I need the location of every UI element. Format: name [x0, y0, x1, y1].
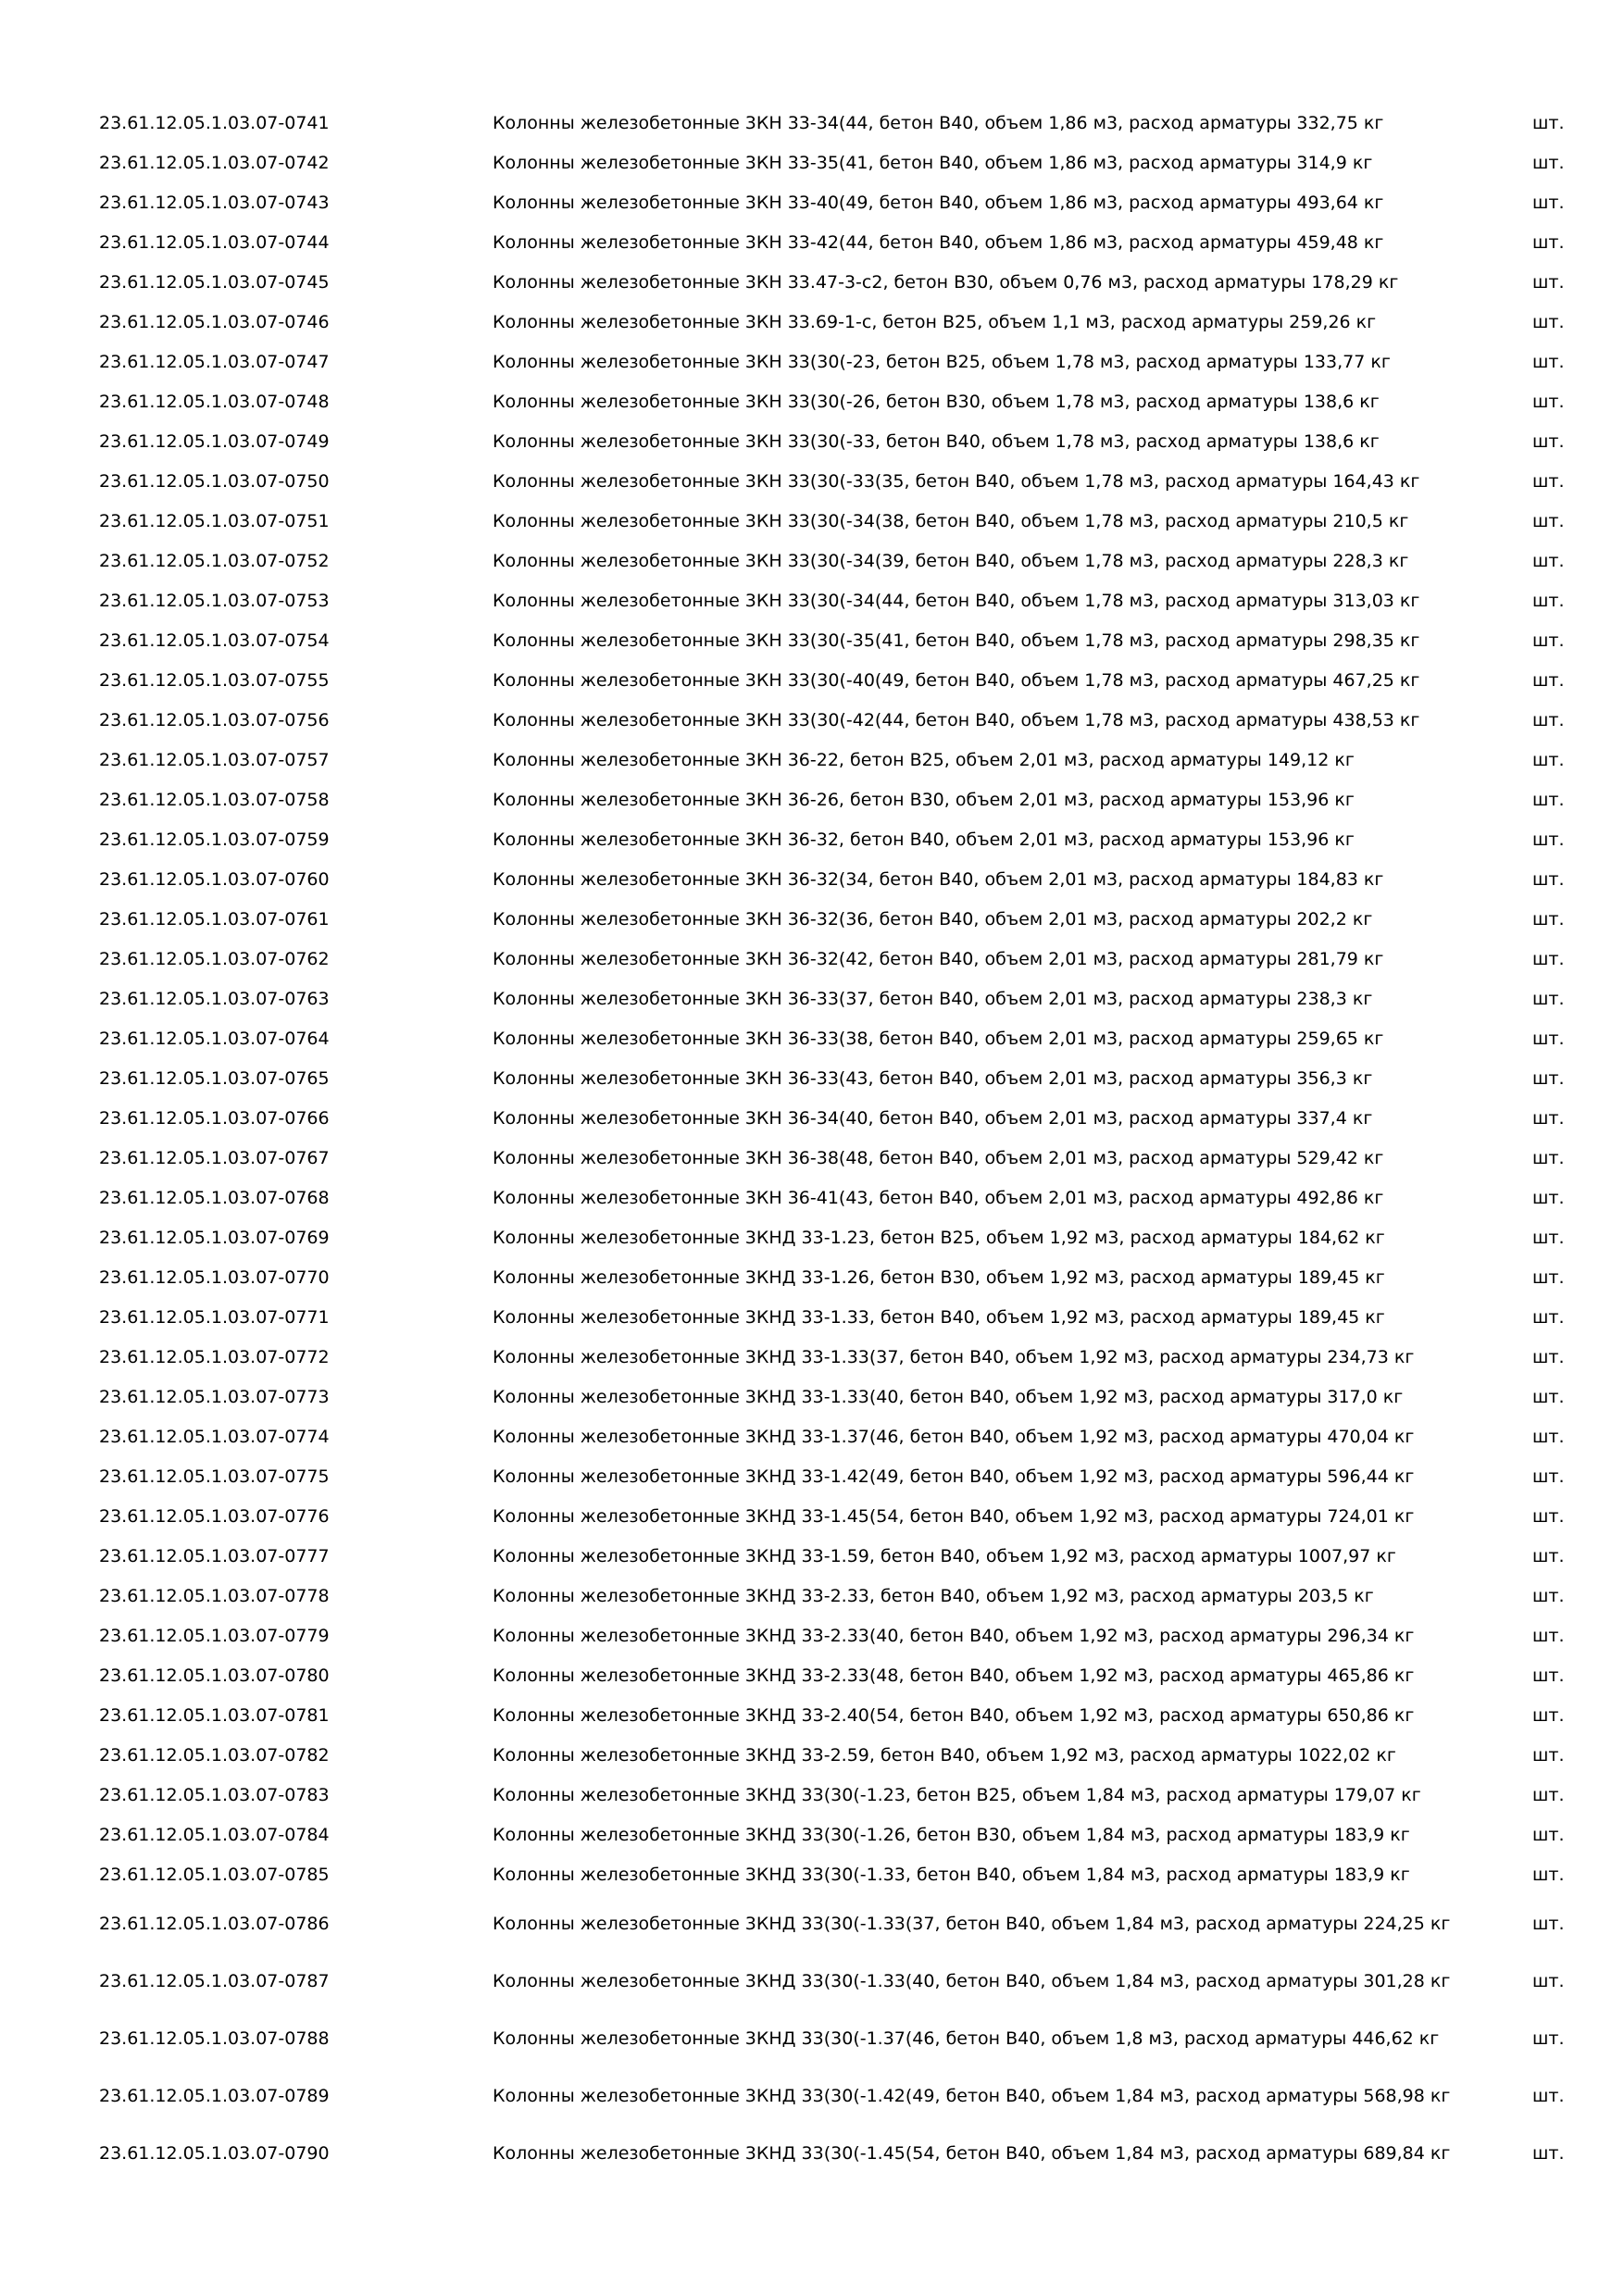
row-code: 23.61.12.05.1.03.07-0768 [99, 1188, 330, 1208]
row-unit: шт. [1532, 670, 1565, 691]
row-unit: шт. [1532, 790, 1565, 810]
row-unit: шт. [1532, 1188, 1565, 1208]
row-code: 23.61.12.05.1.03.07-0780 [99, 1666, 330, 1686]
row-code: 23.61.12.05.1.03.07-0750 [99, 471, 330, 492]
row-unit: шт. [1532, 1506, 1565, 1527]
row-code: 23.61.12.05.1.03.07-0786 [99, 1914, 330, 1934]
row-unit: шт. [1532, 392, 1565, 412]
row-code: 23.61.12.05.1.03.07-0741 [99, 113, 330, 133]
row-description: Колонны железобетонные 3КНД 33-1.33, бетон В40, объем 1,92 м3, расход арматуры 189,45 кг [493, 1307, 1385, 1328]
row-description: Колонны железобетонные 3КН 33(30(-35(41, бетон В40, объем 1,78 м3, расход арматуры 298,35 кг [493, 630, 1420, 651]
row-code: 23.61.12.05.1.03.07-0763 [99, 989, 330, 1009]
row-description: Колонны железобетонные 3КНД 33-1.33(40, бетон В40, объем 1,92 м3, расход арматуры 317,0 кг [493, 1387, 1404, 1407]
row-unit: шт. [1532, 1148, 1565, 1168]
row-unit: шт. [1532, 193, 1565, 213]
row-description: Колонны железобетонные 3КН 36-32(36, бетон В40, объем 2,01 м3, расход арматуры 202,2 кг [493, 909, 1373, 930]
table-row [0, 2125, 1624, 2182]
table-row [0, 661, 1624, 701]
row-unit: шт. [1532, 352, 1565, 372]
row-unit: шт. [1532, 1387, 1565, 1407]
table-row [0, 1953, 1624, 2010]
row-description: Колонны железобетонные 3КН 36-26, бетон В30, объем 2,01 м3, расход арматуры 153,96 кг [493, 790, 1355, 810]
row-unit: шт. [1532, 949, 1565, 969]
table-row [0, 223, 1624, 263]
row-code: 23.61.12.05.1.03.07-0759 [99, 830, 330, 850]
row-description: Колонны железобетонные 3КНД 33-1.23, бетон В25, объем 1,92 м3, расход арматуры 184,62 кг [493, 1228, 1385, 1248]
row-unit: шт. [1532, 591, 1565, 611]
table-row [0, 621, 1624, 661]
row-description: Колонны железобетонные 3КН 36-38(48, бетон В40, объем 2,01 м3, расход арматуры 529,42 кг [493, 1148, 1384, 1168]
table-row [0, 1179, 1624, 1218]
row-code: 23.61.12.05.1.03.07-0779 [99, 1626, 330, 1646]
row-unit: шт. [1532, 232, 1565, 253]
row-code: 23.61.12.05.1.03.07-0772 [99, 1347, 330, 1367]
table-row [0, 900, 1624, 940]
row-description: Колонны железобетонные 3КНД 33-1.33(37, бетон В40, объем 1,92 м3, расход арматуры 234,73 кг [493, 1347, 1415, 1367]
row-description: Колонны железобетонные 3КН 36-22, бетон В25, объем 2,01 м3, расход арматуры 149,12 кг [493, 750, 1355, 770]
row-description: Колонны железобетонные 3КНД 33-1.59, бетон В40, объем 1,92 м3, расход арматуры 1007,97 кг [493, 1546, 1396, 1566]
table-row [0, 542, 1624, 581]
table-row [0, 1855, 1624, 1895]
row-unit: шт. [1532, 1108, 1565, 1129]
row-unit: шт. [1532, 1745, 1565, 1766]
row-unit: шт. [1532, 1546, 1565, 1566]
row-description: Колонны железобетонные 3КНД 33(30(-1.37(46, бетон В40, объем 1,8 м3, расход арматуры 446,62 кг [493, 2028, 1440, 2049]
row-code: 23.61.12.05.1.03.07-0753 [99, 591, 330, 611]
table-row [0, 303, 1624, 343]
row-description: Колонны железобетонные 3КНД 33-1.45(54, бетон В40, объем 1,92 м3, расход арматуры 724,01 кг [493, 1506, 1415, 1527]
row-description: Колонны железобетонные 3КНД 33(30(-1.33, бетон В40, объем 1,84 м3, расход арматуры 183,9 кг [493, 1865, 1410, 1885]
row-unit: шт. [1532, 1068, 1565, 1089]
row-unit: шт. [1532, 710, 1565, 730]
table-row [0, 1497, 1624, 1537]
row-description: Колонны железобетонные 3КН 33(30(-33(35, бетон В40, объем 1,78 м3, расход арматуры 164,43 кг [493, 471, 1420, 492]
row-code: 23.61.12.05.1.03.07-0742 [99, 153, 330, 173]
row-description: Колонны железобетонные 3КНД 33(30(-1.45(54, бетон В40, объем 1,84 м3, расход арматуры 689,84 кг [493, 2143, 1451, 2164]
row-description: Колонны железобетонные 3КН 33(30(-40(49, бетон В40, объем 1,78 м3, расход арматуры 467,25 кг [493, 670, 1420, 691]
table-row [0, 1298, 1624, 1338]
table-row [0, 1736, 1624, 1776]
row-description: Колонны железобетонные 3КН 36-34(40, бетон В40, объем 2,01 м3, расход арматуры 337,4 кг [493, 1108, 1373, 1129]
row-unit: шт. [1532, 989, 1565, 1009]
row-code: 23.61.12.05.1.03.07-0748 [99, 392, 330, 412]
row-code: 23.61.12.05.1.03.07-0744 [99, 232, 330, 253]
row-code: 23.61.12.05.1.03.07-0787 [99, 1971, 330, 1991]
row-unit: шт. [1532, 1865, 1565, 1885]
table-row [0, 422, 1624, 462]
row-code: 23.61.12.05.1.03.07-0790 [99, 2143, 330, 2164]
row-description: Колонны железобетонные 3КНД 33-2.40(54, бетон В40, объем 1,92 м3, расход арматуры 650,86 кг [493, 1705, 1415, 1726]
row-code: 23.61.12.05.1.03.07-0754 [99, 630, 330, 651]
row-description: Колонны железобетонные 3КН 33-34(44, бетон В40, объем 1,86 м3, расход арматуры 332,75 кг [493, 113, 1384, 133]
table-row [0, 343, 1624, 382]
row-code: 23.61.12.05.1.03.07-0773 [99, 1387, 330, 1407]
row-code: 23.61.12.05.1.03.07-0755 [99, 670, 330, 691]
row-unit: шт. [1532, 2086, 1565, 2106]
table-row [0, 382, 1624, 422]
row-description: Колонны железобетонные 3КН 36-33(38, бетон В40, объем 2,01 м3, расход арматуры 259,65 кг [493, 1029, 1384, 1049]
row-code: 23.61.12.05.1.03.07-0749 [99, 431, 330, 452]
row-description: Колонны железобетонные 3КН 33-40(49, бетон В40, объем 1,86 м3, расход арматуры 493,64 кг [493, 193, 1384, 213]
row-description: Колонны железобетонные 3КН 36-33(43, бетон В40, объем 2,01 м3, расход арматуры 356,3 кг [493, 1068, 1373, 1089]
table-row [0, 1816, 1624, 1855]
table-row [0, 144, 1624, 183]
row-code: 23.61.12.05.1.03.07-0770 [99, 1267, 330, 1288]
row-code: 23.61.12.05.1.03.07-0743 [99, 193, 330, 213]
table-row [0, 1696, 1624, 1736]
table-row [0, 104, 1624, 144]
row-description: Колонны железобетонные 3КН 33(30(-26, бетон В30, объем 1,78 м3, расход арматуры 138,6 кг [493, 392, 1380, 412]
row-code: 23.61.12.05.1.03.07-0756 [99, 710, 330, 730]
row-unit: шт. [1532, 1785, 1565, 1805]
row-code: 23.61.12.05.1.03.07-0788 [99, 2028, 330, 2049]
row-unit: шт. [1532, 1427, 1565, 1447]
table-row [0, 1139, 1624, 1179]
row-description: Колонны железобетонные 3КН 36-41(43, бетон В40, объем 2,01 м3, расход арматуры 492,86 кг [493, 1188, 1384, 1208]
row-description: Колонны железобетонные 3КНД 33(30(-1.33(40, бетон В40, объем 1,84 м3, расход арматуры 301,28 кг [493, 1971, 1451, 1991]
row-description: Колонны железобетонные 3КН 33(30(-42(44, бетон В40, объем 1,78 м3, расход арматуры 438,53 кг [493, 710, 1420, 730]
row-description: Колонны железобетонные 3КНД 33-2.33(40, бетон В40, объем 1,92 м3, расход арматуры 296,34 кг [493, 1626, 1415, 1646]
row-code: 23.61.12.05.1.03.07-0762 [99, 949, 330, 969]
row-code: 23.61.12.05.1.03.07-0769 [99, 1228, 330, 1248]
row-code: 23.61.12.05.1.03.07-0760 [99, 869, 330, 890]
table-row [0, 1577, 1624, 1616]
table-row [0, 1776, 1624, 1816]
row-unit: шт. [1532, 1029, 1565, 1049]
row-description: Колонны железобетонные 3КН 33-35(41, бетон В40, объем 1,86 м3, расход арматуры 314,9 кг [493, 153, 1373, 173]
row-code: 23.61.12.05.1.03.07-0764 [99, 1029, 330, 1049]
row-unit: шт. [1532, 750, 1565, 770]
row-unit: шт. [1532, 113, 1565, 133]
row-description: Колонны железобетонные 3КН 33(30(-34(39, бетон В40, объем 1,78 м3, расход арматуры 228,3 кг [493, 551, 1409, 571]
row-unit: шт. [1532, 1666, 1565, 1686]
row-unit: шт. [1532, 511, 1565, 531]
table-row [0, 1616, 1624, 1656]
row-unit: шт. [1532, 2028, 1565, 2049]
row-unit: шт. [1532, 869, 1565, 890]
row-unit: шт. [1532, 630, 1565, 651]
row-unit: шт. [1532, 551, 1565, 571]
row-unit: шт. [1532, 1307, 1565, 1328]
row-description: Колонны железобетонные 3КН 33(30(-34(38, бетон В40, объем 1,78 м3, расход арматуры 210,5 кг [493, 511, 1409, 531]
row-code: 23.61.12.05.1.03.07-0781 [99, 1705, 330, 1726]
row-unit: шт. [1532, 1466, 1565, 1487]
table-row [0, 1537, 1624, 1577]
row-unit: шт. [1532, 1825, 1565, 1845]
table-row [0, 701, 1624, 741]
row-code: 23.61.12.05.1.03.07-0771 [99, 1307, 330, 1328]
table-row [0, 1417, 1624, 1457]
row-description: Колонны железобетонные 3КНД 33(30(-1.23, бетон В25, объем 1,84 м3, расход арматуры 179,07 кг [493, 1785, 1421, 1805]
row-description: Колонны железобетонные 3КН 36-33(37, бетон В40, объем 2,01 м3, расход арматуры 238,3 кг [493, 989, 1373, 1009]
table-row [0, 780, 1624, 820]
row-code: 23.61.12.05.1.03.07-0765 [99, 1068, 330, 1089]
row-code: 23.61.12.05.1.03.07-0751 [99, 511, 330, 531]
table-row [0, 1338, 1624, 1378]
row-code: 23.61.12.05.1.03.07-0777 [99, 1546, 330, 1566]
table-row [0, 2010, 1624, 2067]
row-unit: шт. [1532, 272, 1565, 293]
row-description: Колонны железобетонные 3КН 36-32, бетон В40, объем 2,01 м3, расход арматуры 153,96 кг [493, 830, 1355, 850]
row-unit: шт. [1532, 1228, 1565, 1248]
row-code: 23.61.12.05.1.03.07-0775 [99, 1466, 330, 1487]
row-unit: шт. [1532, 1971, 1565, 1991]
table-row [0, 2067, 1624, 2125]
row-code: 23.61.12.05.1.03.07-0783 [99, 1785, 330, 1805]
row-code: 23.61.12.05.1.03.07-0782 [99, 1745, 330, 1766]
row-unit: шт. [1532, 1347, 1565, 1367]
row-description: Колонны железобетонные 3КНД 33(30(-1.26, бетон В30, объем 1,84 м3, расход арматуры 183,9 кг [493, 1825, 1410, 1845]
table-row [0, 581, 1624, 621]
row-code: 23.61.12.05.1.03.07-0767 [99, 1148, 330, 1168]
row-description: Колонны железобетонные 3КНД 33-1.42(49, бетон В40, объем 1,92 м3, расход арматуры 596,44 кг [493, 1466, 1415, 1487]
row-unit: шт. [1532, 1626, 1565, 1646]
table-row [0, 940, 1624, 980]
row-description: Колонны железобетонные 3КН 33-42(44, бетон В40, объем 1,86 м3, расход арматуры 459,48 кг [493, 232, 1384, 253]
row-code: 23.61.12.05.1.03.07-0776 [99, 1506, 330, 1527]
table-row [0, 980, 1624, 1019]
row-code: 23.61.12.05.1.03.07-0766 [99, 1108, 330, 1129]
row-description: Колонны железобетонные 3КН 33(30(-23, бетон В25, объем 1,78 м3, расход арматуры 133,77 кг [493, 352, 1391, 372]
row-unit: шт. [1532, 1586, 1565, 1606]
row-unit: шт. [1532, 909, 1565, 930]
row-description: Колонны железобетонные 3КН 33(30(-34(44, бетон В40, объем 1,78 м3, расход арматуры 313,03 кг [493, 591, 1420, 611]
table-row [0, 462, 1624, 502]
row-code: 23.61.12.05.1.03.07-0778 [99, 1586, 330, 1606]
row-unit: шт. [1532, 471, 1565, 492]
row-description: Колонны железобетонные 3КНД 33-2.33, бетон В40, объем 1,92 м3, расход арматуры 203,5 кг [493, 1586, 1374, 1606]
table-row [0, 1457, 1624, 1497]
table-row [0, 1656, 1624, 1696]
table-row [0, 820, 1624, 860]
row-unit: шт. [1532, 312, 1565, 332]
row-unit: шт. [1532, 1914, 1565, 1934]
row-unit: шт. [1532, 2143, 1565, 2164]
row-unit: шт. [1532, 431, 1565, 452]
row-code: 23.61.12.05.1.03.07-0745 [99, 272, 330, 293]
table-row [0, 502, 1624, 542]
table-row [0, 1895, 1624, 1953]
row-code: 23.61.12.05.1.03.07-0761 [99, 909, 330, 930]
row-code: 23.61.12.05.1.03.07-0746 [99, 312, 330, 332]
row-description: Колонны железобетонные 3КН 33(30(-33, бетон В40, объем 1,78 м3, расход арматуры 138,6 кг [493, 431, 1380, 452]
table-row [0, 183, 1624, 223]
row-description: Колонны железобетонные 3КНД 33-2.33(48, бетон В40, объем 1,92 м3, расход арматуры 465,86 кг [493, 1666, 1415, 1686]
row-unit: шт. [1532, 1267, 1565, 1288]
table-row [0, 1099, 1624, 1139]
row-description: Колонны железобетонные 3КН 33.47-3-с2, бетон В30, объем 0,76 м3, расход арматуры 178,29 кг [493, 272, 1399, 293]
row-code: 23.61.12.05.1.03.07-0774 [99, 1427, 330, 1447]
row-description: Колонны железобетонные 3КН 36-32(42, бетон В40, объем 2,01 м3, расход арматуры 281,79 кг [493, 949, 1384, 969]
row-description: Колонны железобетонные 3КНД 33(30(-1.42(49, бетон В40, объем 1,84 м3, расход арматуры 568,98 кг [493, 2086, 1451, 2106]
table-row [0, 1019, 1624, 1059]
price-table [0, 104, 1624, 2182]
row-description: Колонны железобетонные 3КНД 33(30(-1.33(37, бетон В40, объем 1,84 м3, расход арматуры 224,25 кг [493, 1914, 1451, 1934]
row-code: 23.61.12.05.1.03.07-0752 [99, 551, 330, 571]
table-row [0, 741, 1624, 780]
row-code: 23.61.12.05.1.03.07-0757 [99, 750, 330, 770]
row-code: 23.61.12.05.1.03.07-0747 [99, 352, 330, 372]
row-unit: шт. [1532, 1705, 1565, 1726]
row-description: Колонны железобетонные 3КНД 33-1.37(46, бетон В40, объем 1,92 м3, расход арматуры 470,04 кг [493, 1427, 1415, 1447]
row-unit: шт. [1532, 153, 1565, 173]
row-description: Колонны железобетонные 3КН 33.69-1-с, бетон В25, объем 1,1 м3, расход арматуры 259,26 кг [493, 312, 1377, 332]
row-code: 23.61.12.05.1.03.07-0784 [99, 1825, 330, 1845]
row-code: 23.61.12.05.1.03.07-0758 [99, 790, 330, 810]
table-row [0, 1378, 1624, 1417]
table-row [0, 1258, 1624, 1298]
table-row [0, 1218, 1624, 1258]
row-code: 23.61.12.05.1.03.07-0785 [99, 1865, 330, 1885]
table-row [0, 860, 1624, 900]
table-row [0, 263, 1624, 303]
row-description: Колонны железобетонные 3КНД 33-1.26, бетон В30, объем 1,92 м3, расход арматуры 189,45 кг [493, 1267, 1385, 1288]
row-unit: шт. [1532, 830, 1565, 850]
row-description: Колонны железобетонные 3КНД 33-2.59, бетон В40, объем 1,92 м3, расход арматуры 1022,02 кг [493, 1745, 1396, 1766]
row-code: 23.61.12.05.1.03.07-0789 [99, 2086, 330, 2106]
table-row [0, 1059, 1624, 1099]
row-description: Колонны железобетонные 3КН 36-32(34, бетон В40, объем 2,01 м3, расход арматуры 184,83 кг [493, 869, 1384, 890]
